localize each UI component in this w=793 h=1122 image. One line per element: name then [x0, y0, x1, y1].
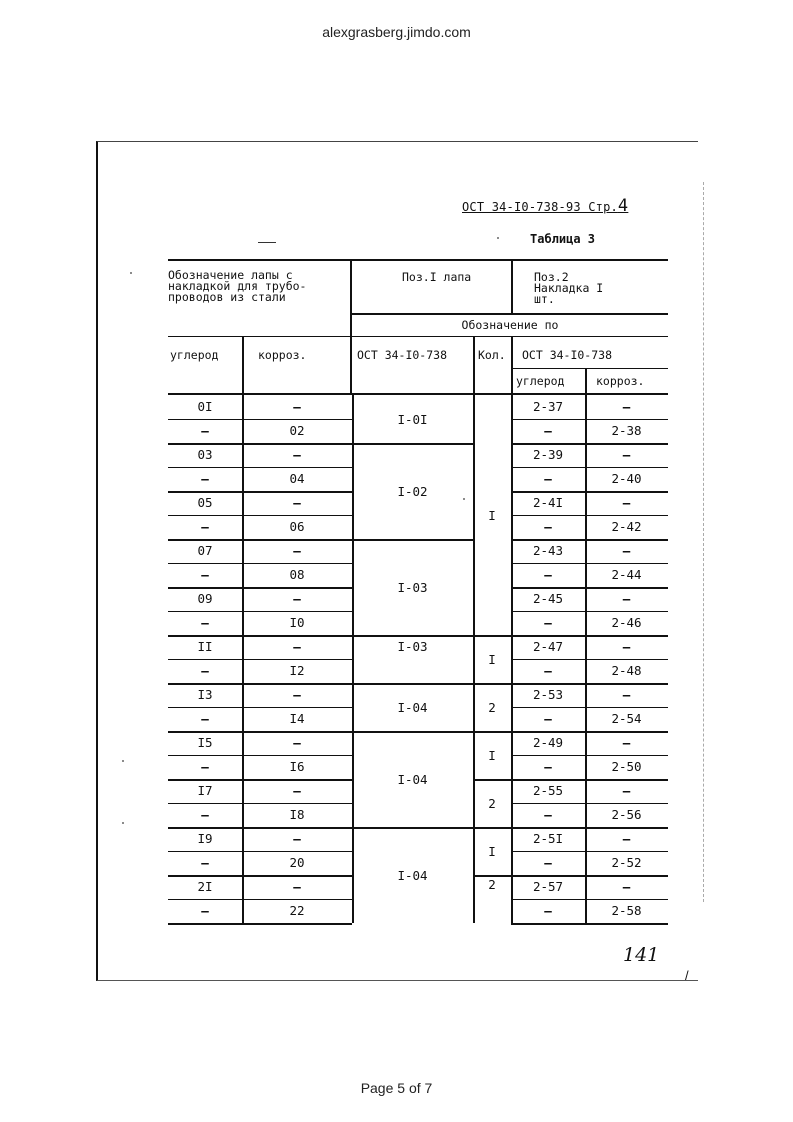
carbon-cell: –: [201, 567, 209, 582]
header-ost-1: ОСТ 34-I0-738: [357, 348, 448, 362]
qty-group: 2: [488, 699, 496, 715]
carbon-cell: 09: [197, 591, 213, 606]
pos1-group: I-0I: [397, 411, 428, 427]
carbon-cell: II: [197, 639, 213, 654]
pad-corrosion-cell: 2-58: [611, 903, 642, 918]
pad-carbon-cell: 2-43: [532, 543, 564, 558]
header-quantity: Кол.: [478, 348, 506, 362]
document-code: [462, 196, 628, 216]
carbon-cell: –: [201, 711, 209, 726]
pad-corrosion-cell: 2-56: [611, 807, 642, 822]
carbon-cell: –: [201, 663, 209, 678]
carbon-cell: I5: [197, 735, 213, 750]
pad-corrosion-cell: 2-50: [611, 759, 642, 774]
pad-carbon-cell: –: [544, 663, 552, 678]
carbon-cell: –: [201, 807, 209, 822]
qty-group: I: [488, 651, 496, 667]
pad-corrosion-cell: –: [622, 495, 631, 510]
carbon-cell: 0I: [197, 399, 213, 414]
corrosion-cell: 06: [289, 519, 305, 534]
pad-corrosion-cell: –: [622, 543, 631, 558]
pad-carbon-cell: –: [544, 855, 552, 870]
pad-corrosion-cell: 2-44: [611, 567, 642, 582]
pad-corrosion-cell: –: [622, 447, 631, 462]
corrosion-cell: I2: [289, 663, 305, 678]
pad-carbon-cell: –: [544, 807, 552, 822]
header-pos2: Поз.2 Накладка I шт.: [534, 270, 604, 306]
grid-line: [511, 259, 513, 313]
corrosion-cell: –: [293, 447, 301, 462]
pad-corrosion-cell: –: [622, 399, 631, 414]
table-title: Таблица 3: [530, 232, 596, 246]
pad-corrosion-cell: –: [622, 735, 631, 750]
scan-artifact: [497, 237, 499, 239]
page-number: Page 5 of 7: [360, 1080, 433, 1096]
carbon-cell: 2I: [197, 879, 213, 894]
pad-carbon-cell: 2-57: [532, 879, 564, 894]
corrosion-cell: –: [293, 831, 301, 846]
qty-group: 2: [488, 795, 496, 811]
corrosion-cell: –: [293, 879, 301, 894]
header-ost-2: ОСТ 34-I0-738: [522, 348, 613, 362]
header-pos1: Поз.I лапа: [402, 270, 472, 284]
pos1-group: I-03: [397, 579, 428, 595]
pad-corrosion-cell: 2-40: [611, 471, 642, 486]
header-carbon-2: углерод: [516, 374, 565, 388]
grid-line: [168, 336, 350, 337]
scan-mark: /: [685, 968, 689, 983]
qty-group: I: [488, 747, 496, 763]
document-code-text: ОСТ 34-I0-738-93 Стр.: [462, 200, 618, 214]
corrosion-cell: –: [293, 591, 301, 606]
grid-line: [168, 923, 352, 925]
scan-artifact: [130, 272, 132, 274]
carbon-cell: –: [201, 471, 209, 486]
corrosion-cell: I0: [289, 615, 305, 630]
pad-carbon-cell: –: [544, 423, 552, 438]
pad-carbon-cell: –: [544, 615, 552, 630]
carbon-cell: I9: [197, 831, 213, 846]
carbon-cell: 03: [197, 447, 213, 462]
grid-line: [350, 336, 668, 337]
header-designation: Обозначение лапы с накладкой для трубо- проводов из стали: [168, 268, 307, 304]
pos1-group: I-04: [397, 867, 428, 883]
grid-line: [511, 368, 668, 369]
pad-corrosion-cell: 2-42: [611, 519, 642, 534]
scan-artifact: [258, 242, 276, 243]
corrosion-cell: 22: [289, 903, 305, 918]
site-url: alexgrasberg.jimdo.com: [322, 24, 471, 40]
pad-carbon-cell: 2-37: [532, 399, 564, 414]
pad-carbon-cell: 2-4I: [532, 495, 564, 510]
carbon-cell: –: [201, 615, 209, 630]
pad-carbon-cell: 2-39: [532, 447, 564, 462]
pad-corrosion-cell: 2-46: [611, 615, 642, 630]
grid-line: [585, 368, 587, 393]
corrosion-cell: –: [293, 735, 301, 750]
scan-artifact: [122, 822, 124, 824]
pad-carbon-cell: 2-49: [532, 735, 564, 750]
pos1-group: I-03: [397, 639, 428, 654]
pad-carbon-cell: –: [544, 519, 552, 534]
corrosion-cell: –: [293, 783, 301, 798]
header-corrosion: корроз.: [258, 348, 307, 362]
pad-carbon-cell: 2-5I: [532, 831, 564, 846]
header-corrosion-2: корроз.: [596, 374, 645, 388]
pad-carbon-cell: 2-55: [532, 783, 564, 798]
pad-corrosion-cell: 2-48: [611, 663, 642, 678]
corrosion-cell: I8: [289, 807, 305, 822]
pos1-group: I-02: [397, 483, 428, 499]
pad-carbon-cell: –: [544, 903, 552, 918]
document-page-number: 4: [617, 196, 629, 216]
carbon-cell: I7: [197, 783, 213, 798]
scan-artifact: [122, 760, 124, 762]
pad-corrosion-cell: 2-52: [611, 855, 642, 870]
carbon-cell: –: [201, 903, 209, 918]
qty-group: 2: [488, 877, 496, 892]
qty-group: I: [488, 507, 496, 523]
pad-carbon-cell: 2-45: [532, 591, 564, 606]
corrosion-cell: I6: [289, 759, 305, 774]
carbon-cell: –: [201, 423, 209, 438]
corrosion-cell: 02: [289, 423, 305, 438]
pad-corrosion-cell: 2-54: [611, 711, 642, 726]
pad-carbon-cell: –: [544, 711, 552, 726]
pad-corrosion-cell: –: [622, 831, 631, 846]
corrosion-cell: –: [293, 687, 301, 702]
pad-corrosion-cell: –: [622, 639, 631, 654]
carbon-cell: 07: [197, 543, 213, 558]
corrosion-cell: –: [293, 495, 301, 510]
corrosion-cell: –: [293, 543, 301, 558]
pad-carbon-cell: 2-53: [532, 687, 564, 702]
handwritten-signature: 141: [623, 944, 660, 966]
corrosion-cell: 20: [289, 855, 305, 870]
pad-carbon-cell: –: [544, 471, 552, 486]
grid-line: [242, 336, 244, 393]
grid-line: [511, 336, 513, 393]
carbon-cell: –: [201, 855, 209, 870]
corrosion-cell: I4: [289, 711, 305, 726]
pad-corrosion-cell: –: [622, 687, 631, 702]
grid-line: [473, 336, 475, 393]
pos1-group: I-04: [397, 699, 428, 715]
carbon-cell: –: [201, 519, 209, 534]
corrosion-cell: 04: [289, 471, 305, 486]
pad-carbon-cell: –: [544, 759, 552, 774]
carbon-cell: 05: [197, 495, 213, 510]
pad-carbon-cell: –: [544, 567, 552, 582]
header-designation-by: Обозначение по: [461, 318, 559, 332]
corrosion-cell: 08: [289, 567, 305, 582]
grid-line: [511, 923, 668, 925]
header-carbon: углерод: [170, 348, 219, 362]
pad-carbon-cell: 2-47: [532, 639, 564, 654]
corrosion-cell: –: [293, 639, 301, 654]
qty-group: I: [488, 843, 496, 859]
corrosion-cell: –: [293, 399, 301, 414]
pad-corrosion-cell: –: [622, 879, 631, 894]
carbon-cell: –: [201, 759, 209, 774]
pad-corrosion-cell: –: [622, 591, 631, 606]
pad-corrosion-cell: –: [622, 783, 631, 798]
grid-line: [168, 259, 668, 261]
pad-corrosion-cell: 2-38: [611, 423, 642, 438]
carbon-cell: I3: [197, 687, 213, 702]
pos1-group: I-04: [397, 771, 428, 787]
grid-line: [350, 259, 352, 393]
grid-line: [350, 313, 668, 315]
